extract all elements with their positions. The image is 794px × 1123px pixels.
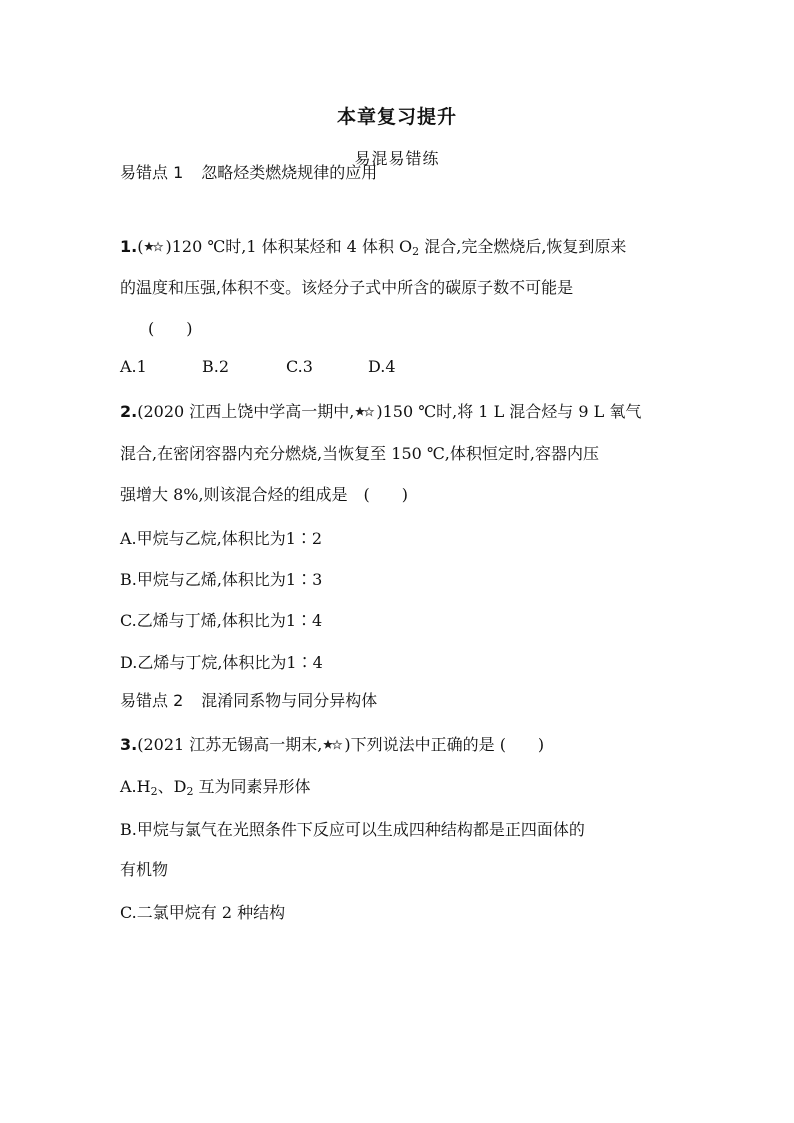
option-b: B.2 bbox=[202, 357, 230, 376]
option-a: A.1 bbox=[120, 357, 147, 376]
answer-bracket: ( ) bbox=[148, 319, 193, 338]
difficulty-stars-icon bbox=[323, 739, 343, 751]
question-1-line-1: 1.( )120 ℃时,1 体积某烃和 4 体积 $O_2$ 混合,完全燃烧后,恢复到原来 bbox=[120, 237, 627, 258]
question-3-line-1: 3.(2021 江苏无锡高一期末, )下列说法中正确的是 ( ) bbox=[120, 735, 545, 754]
option-a: A.甲烷与乙烷,体积比为1∶2 bbox=[120, 529, 323, 548]
option-b: B.甲烷与乙烯,体积比为1∶3 bbox=[120, 570, 323, 589]
option-b-line-2: 有机物 bbox=[120, 860, 169, 879]
question-2-line-3: 强增大 8%,则该混合烃的组成是 ( ) bbox=[120, 485, 409, 504]
question-2-line-1: 2.(2020 江西上饶中学高一期中, )150 ℃时,将 1 L 混合烃与 9 L 氧气 bbox=[120, 402, 642, 421]
page-title: 本章复习提升 bbox=[336, 106, 457, 128]
question-number: 3. bbox=[120, 735, 138, 754]
section-topic: 混淆同系物与同分异构体 bbox=[201, 691, 378, 710]
section-heading-2 bbox=[120, 688, 377, 711]
question-1-line-2: 的温度和压强,体积不变。该烃分子式中所含的碳原子数不可能是 bbox=[120, 278, 574, 297]
difficulty-stars-icon bbox=[144, 241, 164, 253]
section-topic: 忽略烃类燃烧规律的应用 bbox=[201, 163, 378, 182]
option-d: D.乙烯与丁烷,体积比为1∶4 bbox=[120, 653, 323, 672]
question-number: 1. bbox=[120, 237, 138, 256]
option-a: $A.H_2$、$D_2$ 互为同素异形体 bbox=[120, 777, 311, 798]
section-heading-1 bbox=[120, 160, 377, 183]
section-label: 易错点 1 bbox=[120, 163, 184, 182]
question-2-line-2: 混合,在密闭容器内充分燃烧,当恢复至 150 ℃,体积恒定时,容器内压 bbox=[120, 444, 599, 463]
section-label: 易错点 2 bbox=[120, 691, 184, 710]
option-b-line-1: B.甲烷与氯气在光照条件下反应可以生成四种结构都是正四面体的 bbox=[120, 820, 585, 839]
option-c: C.3 bbox=[286, 357, 313, 376]
option-c: C.二氯甲烷有 2 种结构 bbox=[120, 903, 286, 922]
question-number: 2. bbox=[120, 402, 138, 421]
option-d: D.4 bbox=[368, 357, 396, 376]
option-c: C.乙烯与丁烯,体积比为1∶4 bbox=[120, 611, 323, 630]
question-source: (2020 江西上饶中学高一期中, bbox=[137, 402, 355, 421]
page-subtitle: 易混易错练 bbox=[354, 149, 440, 168]
question-source: (2021 江苏无锡高一期末, bbox=[137, 735, 323, 754]
difficulty-stars-icon bbox=[355, 406, 375, 418]
